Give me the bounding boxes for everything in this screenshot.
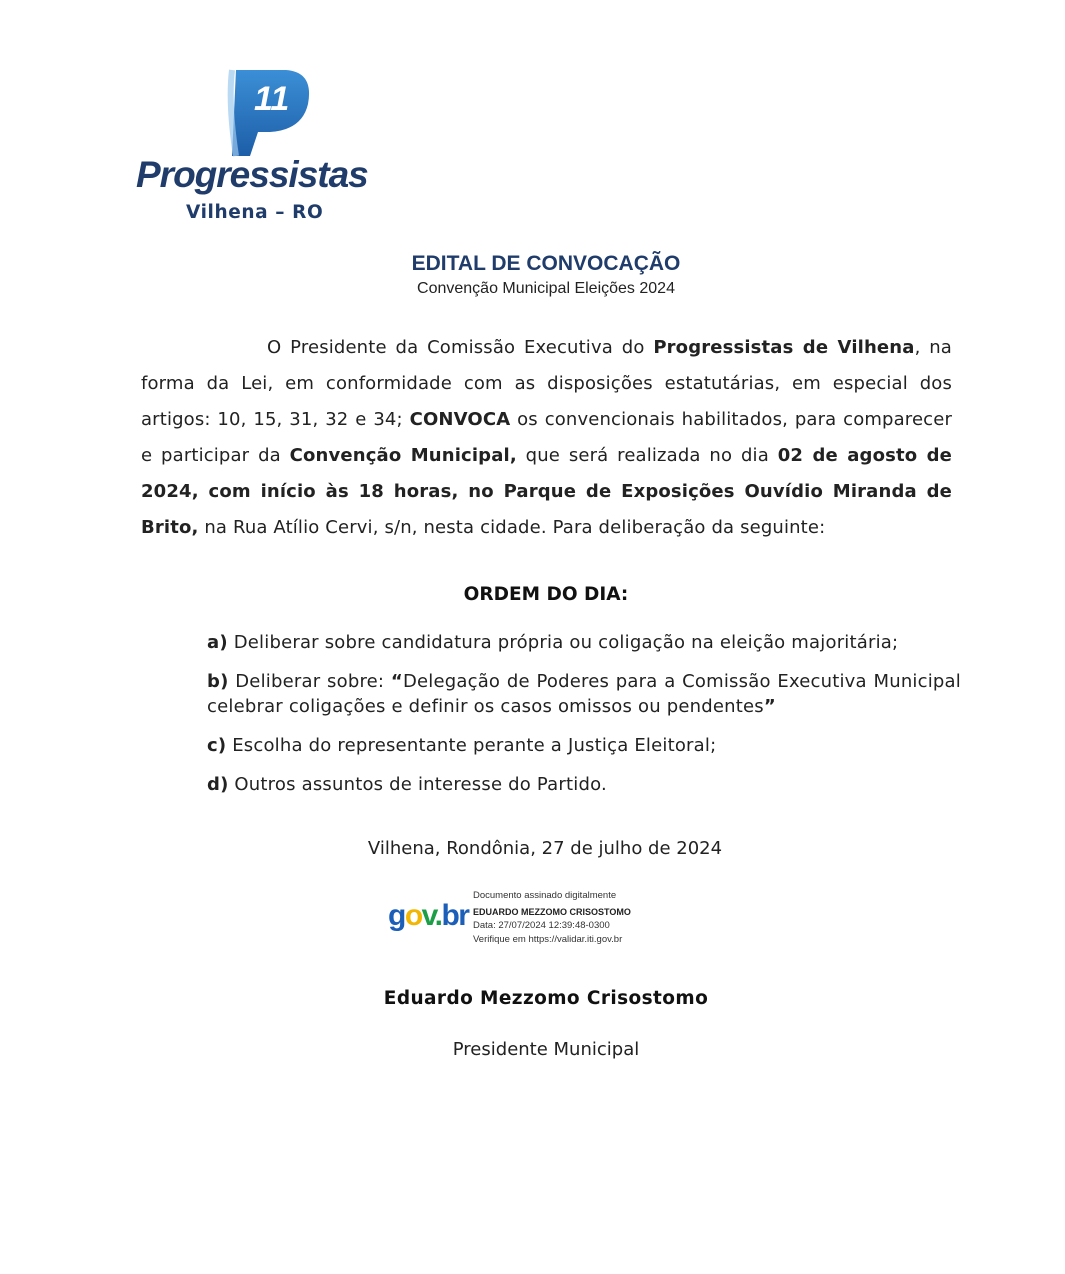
item-letter: a) — [207, 632, 228, 653]
govbr-letters-v: v. — [421, 899, 442, 932]
logo-wordmark: Progressistas — [136, 154, 368, 195]
party-logo — [136, 64, 386, 199]
party-city: Vilhena – RO — [186, 202, 324, 223]
govbr-logo-icon — [388, 899, 468, 933]
place-date: Vilhena, Rondônia, 27 de julho de 2024 — [367, 838, 723, 859]
govbr-letter-o: o — [404, 899, 422, 932]
para-bold-convoca: CONVOCA — [409, 409, 511, 430]
signer-role: Presidente Municipal — [452, 1039, 640, 1060]
item-text-before: Deliberar sobre: — [228, 671, 391, 692]
quote-close: ” — [763, 696, 776, 717]
para-text-4: que será realizada no dia — [516, 445, 778, 466]
order-item-b — [207, 669, 961, 719]
para-text-3: os convencionais habilitados, para comparecer e participar da — [141, 409, 953, 466]
logo-number: 11 — [254, 80, 290, 118]
signature-details — [473, 889, 631, 947]
para-bold-party: Progressistas de Vilhena — [653, 337, 915, 358]
signature-line-1: Documento assinado digitalmente — [473, 890, 617, 901]
order-item-a — [207, 630, 961, 655]
item-text: Deliberar sobre candidatura própria ou coligação na eleição majoritária; — [227, 632, 899, 653]
digital-signature-stamp — [388, 887, 658, 949]
order-list — [207, 630, 961, 811]
item-text: Escolha do representante perante a Justiça Eleitoral; — [226, 735, 717, 756]
order-heading: ORDEM DO DIA: — [463, 584, 629, 605]
govbr-letters-br: br — [441, 899, 469, 932]
page-title: EDITAL DE CONVOCAÇÃO — [411, 252, 681, 275]
para-text-5: na Rua Atílio Cervi, s/n, nesta cidade. Para deliberação da seguinte: — [198, 517, 826, 538]
item-letter: b) — [207, 671, 229, 692]
govbr-letter-g: g — [388, 899, 405, 932]
signature-line-2: EDUARDO MEZZOMO CRISOSTOMO — [473, 907, 631, 917]
para-bold-date-place: 02 de agosto de 2024, com início às 18 horas, no Parque de Exposições Ouvídio Miranda de Brito, — [141, 445, 952, 538]
item-letter: c) — [207, 735, 227, 756]
order-item-d — [207, 772, 961, 797]
signer-name: Eduardo Mezzomo Crisostomo — [383, 988, 709, 1009]
item-text: Delegação de Poderes para a Comissão Executiva Municipal celebrar coligações e definir os casos omissos ou pendentes — [207, 671, 961, 717]
signature-line-3: Data: 27/07/2024 12:39:48-0300 — [473, 920, 610, 931]
quote-open: “ — [390, 671, 403, 692]
item-text: Outros assuntos de interesse do Partido. — [228, 774, 607, 795]
para-bold-convention: Convenção Municipal, — [289, 445, 517, 466]
item-letter: d) — [207, 774, 229, 795]
order-item-c — [207, 733, 961, 758]
signature-line-4: Verifique em https://validar.iti.gov.br — [473, 934, 623, 945]
page-subtitle: Convenção Municipal Eleições 2024 — [417, 280, 675, 297]
para-text-2: , na forma da Lei, em conformidade com as disposições estatutárias, em especial dos artigos: 10, 15, 31, 32 e 34; — [141, 337, 952, 430]
convocation-paragraph — [141, 330, 952, 546]
para-text-1: O Presidente da Comissão Executiva do — [267, 337, 654, 358]
